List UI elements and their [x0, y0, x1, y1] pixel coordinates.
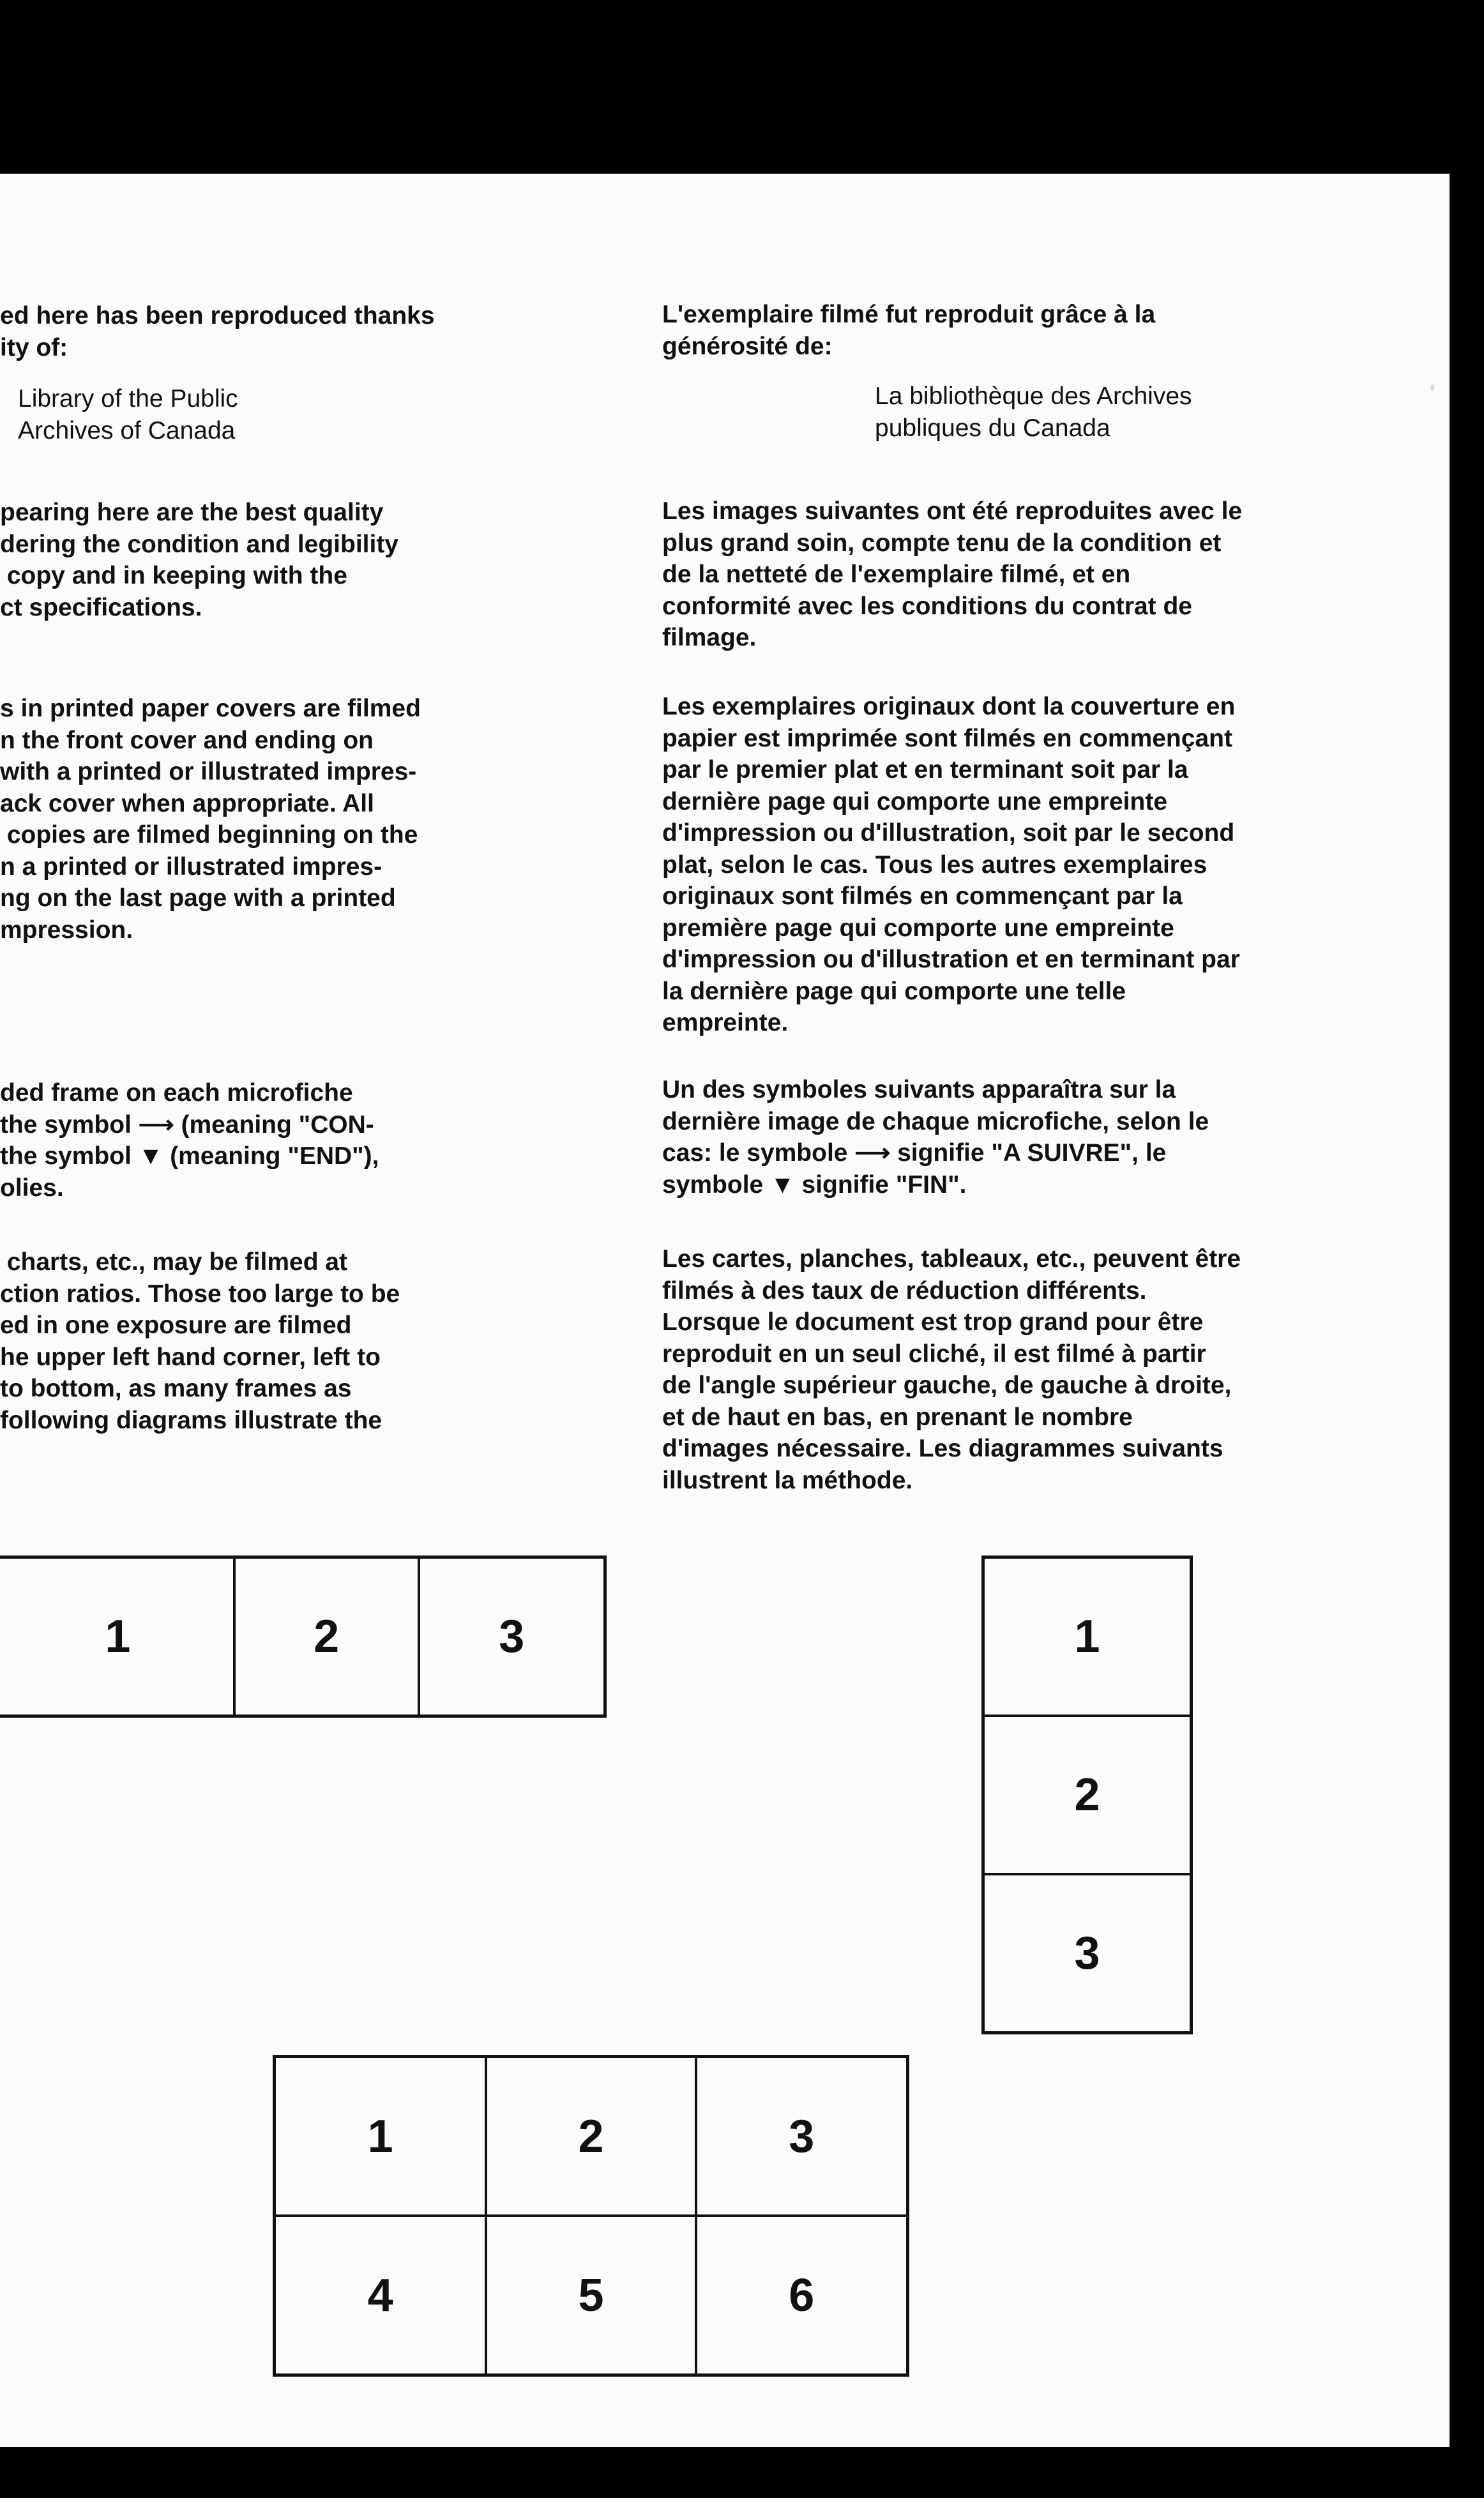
english-symbols-note: ded frame on each microfiche the symbol ⟶ (meaning "CON- the symbol ▼ (meaning "END"), olies. — [0, 1079, 379, 1202]
english-library-name: Library of the Public Archives of Canada — [18, 385, 238, 444]
column-frame: 1 — [983, 1557, 1192, 1716]
english-reproduction-credit: ed here has been reproduced thanks ity of: — [0, 302, 435, 361]
grid-frame: 4 — [275, 2216, 487, 2375]
english-filming-order: s in printed paper covers are filmed n the front cover and ending on with a printed or illustrated impres- ack cover when appropriate. All copies are filmed beginning on the n a printed or illustrated impres- ng on the last page with a printed mpression. — [0, 695, 421, 944]
english-maps-note: charts, etc., may be filmed at ction ratios. Those too large to be ed in one exposure are filmed he upper left hand corner, left to to bottom, as many frames as following diagrams illustrate the — [0, 1248, 400, 1434]
english-quality-note: pearing here are the best quality dering the condition and legibility copy and in keeping with the ct specifications. — [0, 499, 398, 621]
dust-speck — [1430, 384, 1434, 391]
column-diagram — [981, 1556, 1193, 2034]
grid-frame: 6 — [696, 2216, 908, 2375]
french-library-name: La bibliothèque des Archives publiques du Canada — [875, 382, 1192, 442]
row-diagram — [0, 1556, 607, 1718]
filmed-page — [0, 174, 1450, 2447]
french-filming-order: Les exemplaires originaux dont la couverture en papier est imprimée sont filmés en commençant par le premier plat et en terminant soit par la dernière page qui comporte une empreinte d'impression ou d'illustration, soit par le second plat, selon le cas. Tous les autres exemplaires originaux sont filmés en commençant par la première page qui comporte une empreinte d'impression ou d'illustration et en terminant par la dernière page qui comporte une telle empreinte. — [662, 693, 1240, 1036]
row-frame: 3 — [419, 1557, 605, 1716]
grid-frame: 2 — [486, 2057, 695, 2216]
grid-frame: 1 — [275, 2057, 487, 2216]
french-maps-note: Les cartes, planches, tableaux, etc., peuvent être filmés à des taux de réduction différents. Lorsque le document est trop grand pour être reproduit en un seul cliché, il est filmé à partir de l'angle supérieur gauche, de gauche à droite, et de haut en bas, en prenant le nombre d'images nécessaire. Les diagrammes suivants illustrent la méthode. — [662, 1245, 1241, 1494]
column-frame: 3 — [983, 1874, 1192, 2033]
row-frame: 1 — [0, 1557, 234, 1716]
row-frame: 2 — [234, 1557, 419, 1716]
french-quality-note: Les images suivantes ont été reproduites avec le plus grand soin, compte tenu de la condition et de la netteté de l'exemplaire filmé, et en conformité avec les conditions du contrat de filmage. — [662, 497, 1243, 651]
french-symbols-note: Un des symboles suivants apparaîtra sur la dernière image de chaque microfiche, selon le cas: le symbole ⟶ signifie "A SUIVRE", le symbole ▼ signifie "FIN". — [662, 1076, 1209, 1199]
grid-diagram — [273, 2055, 909, 2377]
grid-frame: 3 — [696, 2057, 908, 2216]
french-reproduction-credit: L'exemplaire filmé fut reproduit grâce à la générosité de: — [662, 301, 1156, 360]
grid-frame: 5 — [486, 2216, 695, 2375]
column-frame: 2 — [983, 1716, 1192, 1874]
